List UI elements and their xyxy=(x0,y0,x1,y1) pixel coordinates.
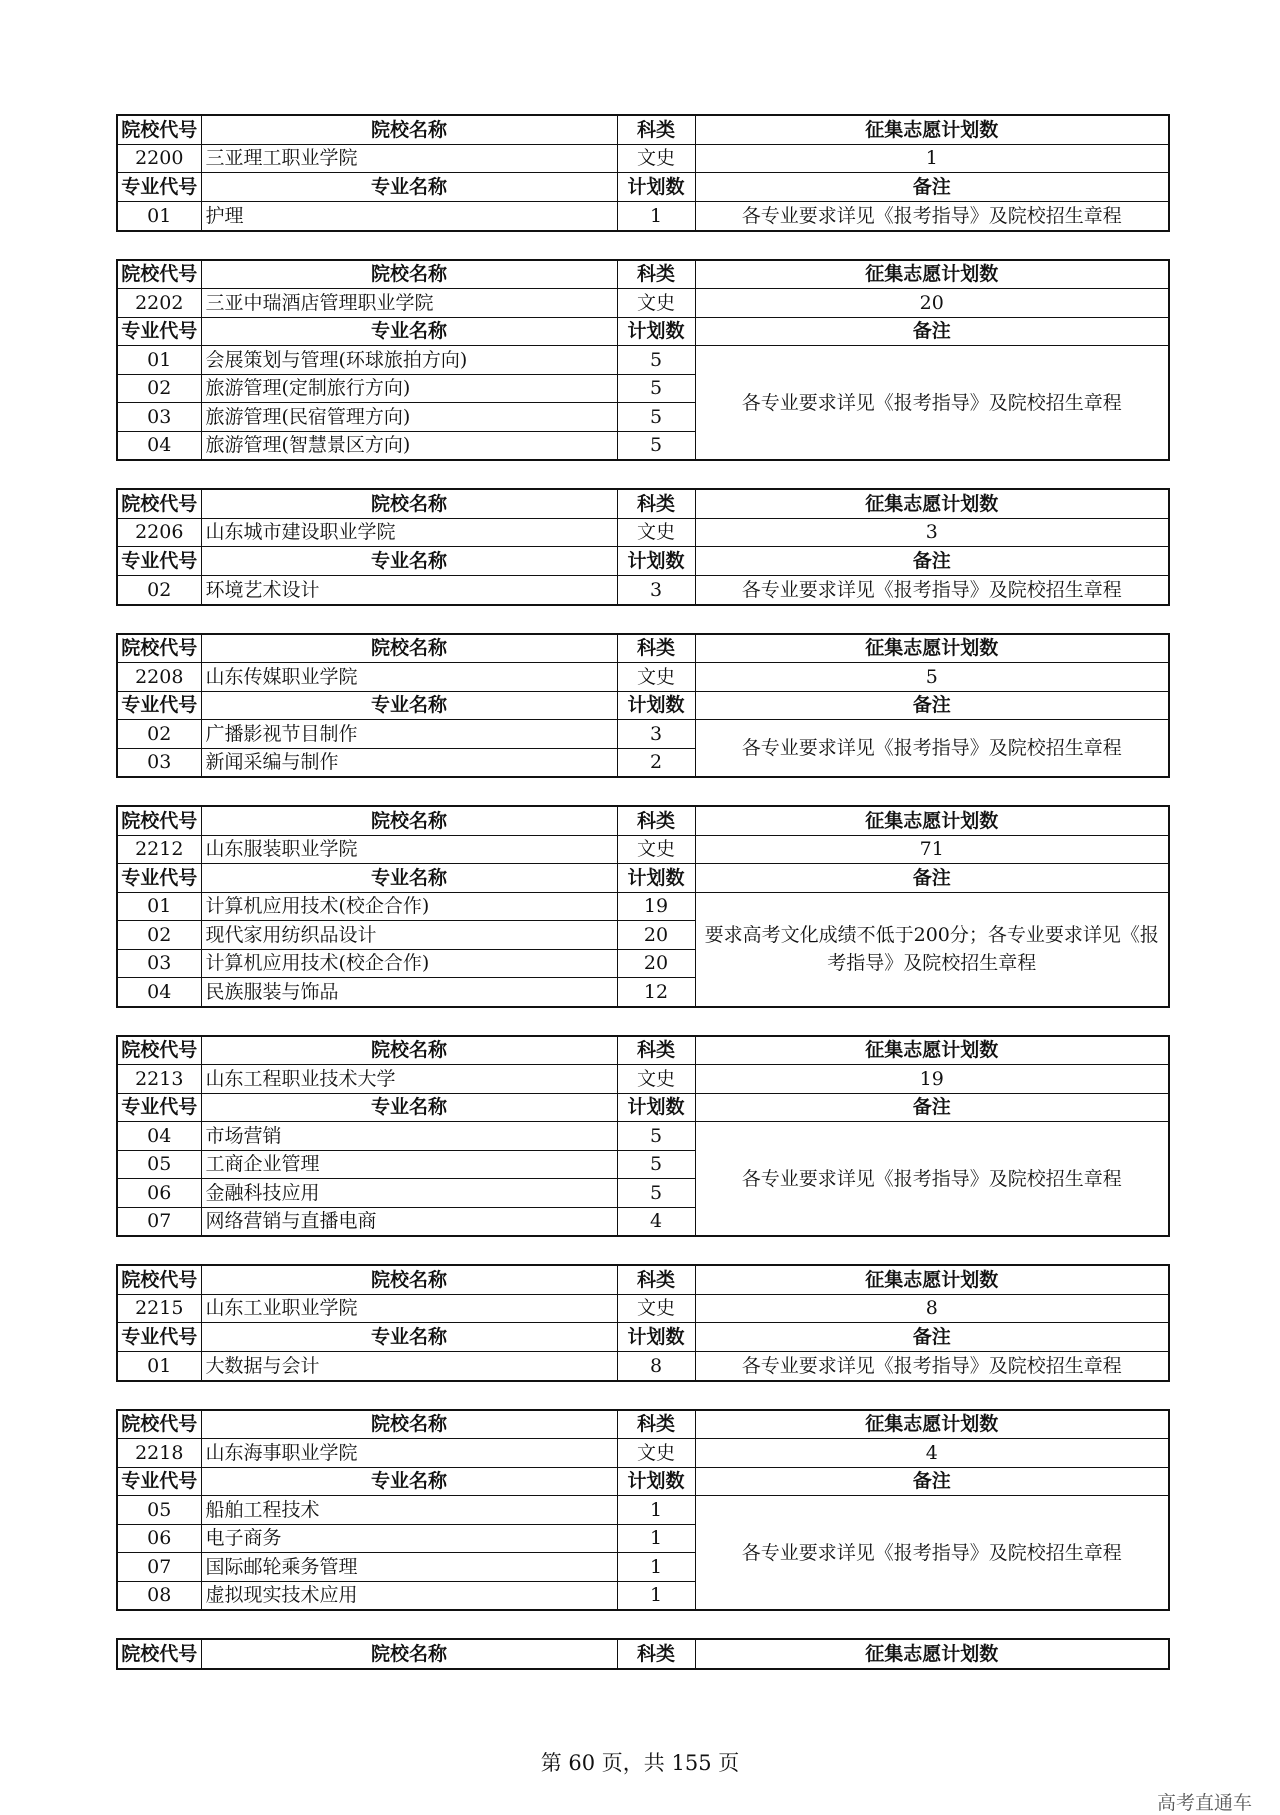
school-category: 文史 xyxy=(617,1294,695,1323)
category-header: 科类 xyxy=(617,1410,695,1439)
major-row xyxy=(117,346,1169,375)
category-header: 科类 xyxy=(617,115,695,144)
school-category: 文史 xyxy=(617,1439,695,1468)
header-row xyxy=(117,260,1169,289)
school-code: 2213 xyxy=(117,1065,201,1094)
major-name: 虚拟现实技术应用 xyxy=(201,1581,617,1610)
major-row xyxy=(117,720,1169,749)
major-code: 02 xyxy=(117,720,201,749)
major-code: 04 xyxy=(117,978,201,1007)
major-plan: 8 xyxy=(617,1351,695,1381)
major-row xyxy=(117,1496,1169,1525)
school-block xyxy=(116,114,1170,232)
school-name-header: 院校名称 xyxy=(201,1036,617,1065)
major-note: 各专业要求详见《报考指导》及院校招生章程 xyxy=(695,1351,1169,1381)
page-footer: 第 60 页，共 155 页 xyxy=(540,1751,740,1775)
major-code: 01 xyxy=(117,892,201,921)
plan-total-header: 征集志愿计划数 xyxy=(695,260,1169,289)
major-name: 环境艺术设计 xyxy=(201,575,617,605)
major-code: 05 xyxy=(117,1496,201,1525)
major-code-header: 专业代号 xyxy=(117,173,201,202)
header-row xyxy=(117,1467,1169,1496)
major-code: 02 xyxy=(117,921,201,950)
document-body xyxy=(116,114,1170,1697)
major-plan: 4 xyxy=(617,1207,695,1236)
school-plan-total: 4 xyxy=(695,1439,1169,1468)
major-code-header: 专业代号 xyxy=(117,547,201,576)
major-name: 市场营销 xyxy=(201,1122,617,1151)
major-note: 各专业要求详见《报考指导》及院校招生章程 xyxy=(695,201,1169,231)
major-plan: 12 xyxy=(617,978,695,1007)
category-header: 科类 xyxy=(617,1639,695,1669)
header-row xyxy=(117,691,1169,720)
major-name: 民族服装与饰品 xyxy=(201,978,617,1007)
school-name: 三亚理工职业学院 xyxy=(201,144,617,173)
school-name: 山东工业职业学院 xyxy=(201,1294,617,1323)
major-code-header: 专业代号 xyxy=(117,1093,201,1122)
major-plan: 3 xyxy=(617,720,695,749)
major-plan: 1 xyxy=(617,1581,695,1610)
major-code: 01 xyxy=(117,201,201,231)
header-row xyxy=(117,1323,1169,1352)
major-plan: 3 xyxy=(617,575,695,605)
school-code-header: 院校代号 xyxy=(117,1410,201,1439)
plan-total-header: 征集志愿计划数 xyxy=(695,1036,1169,1065)
school-plan-total: 3 xyxy=(695,518,1169,547)
header-row xyxy=(117,489,1169,518)
major-row xyxy=(117,575,1169,605)
header-row xyxy=(117,1639,1169,1669)
major-name: 国际邮轮乘务管理 xyxy=(201,1553,617,1582)
school-code-header: 院校代号 xyxy=(117,806,201,835)
plan-total-header: 征集志愿计划数 xyxy=(695,489,1169,518)
major-plan: 5 xyxy=(617,1179,695,1208)
major-name: 旅游管理(智慧景区方向) xyxy=(201,431,617,460)
school-block-partial xyxy=(116,1638,1170,1670)
category-header: 科类 xyxy=(617,634,695,663)
major-row xyxy=(117,201,1169,231)
school-plan-total: 5 xyxy=(695,663,1169,692)
major-code: 03 xyxy=(117,949,201,978)
major-note: 要求高考文化成绩不低于200分；各专业要求详见《报考指导》及院校招生章程 xyxy=(695,892,1169,1007)
major-code: 02 xyxy=(117,575,201,605)
school-block xyxy=(116,805,1170,1008)
school-code-header: 院校代号 xyxy=(117,260,201,289)
major-code-header: 专业代号 xyxy=(117,864,201,893)
plan-header: 计划数 xyxy=(617,1323,695,1352)
major-plan: 2 xyxy=(617,748,695,777)
plan-total-header: 征集志愿计划数 xyxy=(695,1639,1169,1669)
plan-header: 计划数 xyxy=(617,173,695,202)
school-block xyxy=(116,1409,1170,1612)
note-header: 备注 xyxy=(695,691,1169,720)
school-name-header: 院校名称 xyxy=(201,634,617,663)
major-code-header: 专业代号 xyxy=(117,317,201,346)
note-header: 备注 xyxy=(695,864,1169,893)
major-row xyxy=(117,1351,1169,1381)
school-category: 文史 xyxy=(617,1065,695,1094)
category-header: 科类 xyxy=(617,1265,695,1294)
header-row xyxy=(117,634,1169,663)
note-header: 备注 xyxy=(695,1323,1169,1352)
note-header: 备注 xyxy=(695,547,1169,576)
school-plan-total: 8 xyxy=(695,1294,1169,1323)
major-name: 金融科技应用 xyxy=(201,1179,617,1208)
school-row xyxy=(117,289,1169,318)
header-row xyxy=(117,864,1169,893)
school-block xyxy=(116,488,1170,606)
school-row xyxy=(117,835,1169,864)
header-row xyxy=(117,115,1169,144)
note-header: 备注 xyxy=(695,1467,1169,1496)
major-plan: 1 xyxy=(617,1496,695,1525)
major-code: 01 xyxy=(117,346,201,375)
major-plan: 1 xyxy=(617,1524,695,1553)
plan-header: 计划数 xyxy=(617,864,695,893)
plan-header: 计划数 xyxy=(617,691,695,720)
header-row xyxy=(117,806,1169,835)
major-plan: 5 xyxy=(617,346,695,375)
major-plan: 5 xyxy=(617,1122,695,1151)
major-name: 广播影视节目制作 xyxy=(201,720,617,749)
school-code-header: 院校代号 xyxy=(117,1265,201,1294)
major-name-header: 专业名称 xyxy=(201,1323,617,1352)
major-name: 工商企业管理 xyxy=(201,1150,617,1179)
school-name-header: 院校名称 xyxy=(201,1410,617,1439)
major-name: 护理 xyxy=(201,201,617,231)
major-code: 04 xyxy=(117,431,201,460)
watermark: 高考直通车 xyxy=(1156,1792,1252,1814)
major-name: 船舶工程技术 xyxy=(201,1496,617,1525)
school-code: 2208 xyxy=(117,663,201,692)
major-name: 计算机应用技术(校企合作) xyxy=(201,949,617,978)
school-code: 2212 xyxy=(117,835,201,864)
major-row xyxy=(117,1122,1169,1151)
major-row xyxy=(117,892,1169,921)
major-code: 01 xyxy=(117,1351,201,1381)
major-code: 06 xyxy=(117,1179,201,1208)
plan-header: 计划数 xyxy=(617,317,695,346)
school-code: 2206 xyxy=(117,518,201,547)
major-name: 网络营销与直播电商 xyxy=(201,1207,617,1236)
school-name: 山东服装职业学院 xyxy=(201,835,617,864)
major-code-header: 专业代号 xyxy=(117,1467,201,1496)
major-name: 旅游管理(定制旅行方向) xyxy=(201,374,617,403)
major-plan: 19 xyxy=(617,892,695,921)
major-name-header: 专业名称 xyxy=(201,317,617,346)
header-row xyxy=(117,547,1169,576)
major-plan: 5 xyxy=(617,431,695,460)
major-code-header: 专业代号 xyxy=(117,1323,201,1352)
major-name: 大数据与会计 xyxy=(201,1351,617,1381)
major-code: 07 xyxy=(117,1553,201,1582)
school-row xyxy=(117,1294,1169,1323)
major-code: 05 xyxy=(117,1150,201,1179)
header-row xyxy=(117,1093,1169,1122)
major-note: 各专业要求详见《报考指导》及院校招生章程 xyxy=(695,346,1169,461)
school-row xyxy=(117,518,1169,547)
school-block xyxy=(116,633,1170,779)
school-category: 文史 xyxy=(617,518,695,547)
major-plan: 1 xyxy=(617,201,695,231)
major-note: 各专业要求详见《报考指导》及院校招生章程 xyxy=(695,575,1169,605)
major-name: 会展策划与管理(环球旅拍方向) xyxy=(201,346,617,375)
major-name-header: 专业名称 xyxy=(201,173,617,202)
school-plan-total: 71 xyxy=(695,835,1169,864)
school-code-header: 院校代号 xyxy=(117,489,201,518)
major-name-header: 专业名称 xyxy=(201,1093,617,1122)
major-code: 06 xyxy=(117,1524,201,1553)
major-plan: 5 xyxy=(617,1150,695,1179)
major-note: 各专业要求详见《报考指导》及院校招生章程 xyxy=(695,1122,1169,1237)
school-plan-total: 1 xyxy=(695,144,1169,173)
major-name-header: 专业名称 xyxy=(201,547,617,576)
plan-total-header: 征集志愿计划数 xyxy=(695,806,1169,835)
plan-header: 计划数 xyxy=(617,1093,695,1122)
plan-total-header: 征集志愿计划数 xyxy=(695,115,1169,144)
school-name-header: 院校名称 xyxy=(201,260,617,289)
school-name: 山东海事职业学院 xyxy=(201,1439,617,1468)
category-header: 科类 xyxy=(617,260,695,289)
plan-header: 计划数 xyxy=(617,1467,695,1496)
major-name: 计算机应用技术(校企合作) xyxy=(201,892,617,921)
school-block xyxy=(116,1264,1170,1382)
category-header: 科类 xyxy=(617,489,695,518)
school-block xyxy=(116,1035,1170,1238)
major-name: 现代家用纺织品设计 xyxy=(201,921,617,950)
major-code: 03 xyxy=(117,748,201,777)
header-row xyxy=(117,1036,1169,1065)
major-plan: 5 xyxy=(617,374,695,403)
plan-total-header: 征集志愿计划数 xyxy=(695,1410,1169,1439)
major-name-header: 专业名称 xyxy=(201,1467,617,1496)
major-code: 07 xyxy=(117,1207,201,1236)
note-header: 备注 xyxy=(695,173,1169,202)
school-name-header: 院校名称 xyxy=(201,115,617,144)
school-code: 2202 xyxy=(117,289,201,318)
school-row xyxy=(117,1439,1169,1468)
major-plan: 20 xyxy=(617,949,695,978)
school-category: 文史 xyxy=(617,663,695,692)
major-name: 新闻采编与制作 xyxy=(201,748,617,777)
school-category: 文史 xyxy=(617,289,695,318)
major-name-header: 专业名称 xyxy=(201,691,617,720)
school-name: 山东城市建设职业学院 xyxy=(201,518,617,547)
plan-header: 计划数 xyxy=(617,547,695,576)
school-code: 2200 xyxy=(117,144,201,173)
school-code: 2218 xyxy=(117,1439,201,1468)
category-header: 科类 xyxy=(617,806,695,835)
school-name: 山东工程职业技术大学 xyxy=(201,1065,617,1094)
school-name-header: 院校名称 xyxy=(201,1265,617,1294)
header-row xyxy=(117,317,1169,346)
plan-total-header: 征集志愿计划数 xyxy=(695,1265,1169,1294)
school-name-header: 院校名称 xyxy=(201,489,617,518)
school-name-header: 院校名称 xyxy=(201,806,617,835)
major-code: 08 xyxy=(117,1581,201,1610)
school-row xyxy=(117,144,1169,173)
plan-total-header: 征集志愿计划数 xyxy=(695,634,1169,663)
school-block xyxy=(116,259,1170,462)
school-code: 2215 xyxy=(117,1294,201,1323)
header-row xyxy=(117,1265,1169,1294)
major-code: 03 xyxy=(117,403,201,432)
major-plan: 5 xyxy=(617,403,695,432)
school-name-header: 院校名称 xyxy=(201,1639,617,1669)
school-category: 文史 xyxy=(617,835,695,864)
major-plan: 20 xyxy=(617,921,695,950)
major-plan: 1 xyxy=(617,1553,695,1582)
category-header: 科类 xyxy=(617,1036,695,1065)
school-code-header: 院校代号 xyxy=(117,1036,201,1065)
major-name: 旅游管理(民宿管理方向) xyxy=(201,403,617,432)
major-name-header: 专业名称 xyxy=(201,864,617,893)
major-name: 电子商务 xyxy=(201,1524,617,1553)
school-code-header: 院校代号 xyxy=(117,634,201,663)
school-category: 文史 xyxy=(617,144,695,173)
major-code: 04 xyxy=(117,1122,201,1151)
note-header: 备注 xyxy=(695,317,1169,346)
school-code-header: 院校代号 xyxy=(117,115,201,144)
school-name: 山东传媒职业学院 xyxy=(201,663,617,692)
major-code-header: 专业代号 xyxy=(117,691,201,720)
school-name: 三亚中瑞酒店管理职业学院 xyxy=(201,289,617,318)
header-row xyxy=(117,173,1169,202)
school-row xyxy=(117,663,1169,692)
school-plan-total: 19 xyxy=(695,1065,1169,1094)
school-code-header: 院校代号 xyxy=(117,1639,201,1669)
school-row xyxy=(117,1065,1169,1094)
header-row xyxy=(117,1410,1169,1439)
major-code: 02 xyxy=(117,374,201,403)
school-plan-total: 20 xyxy=(695,289,1169,318)
major-note: 各专业要求详见《报考指导》及院校招生章程 xyxy=(695,720,1169,778)
note-header: 备注 xyxy=(695,1093,1169,1122)
major-note: 各专业要求详见《报考指导》及院校招生章程 xyxy=(695,1496,1169,1611)
